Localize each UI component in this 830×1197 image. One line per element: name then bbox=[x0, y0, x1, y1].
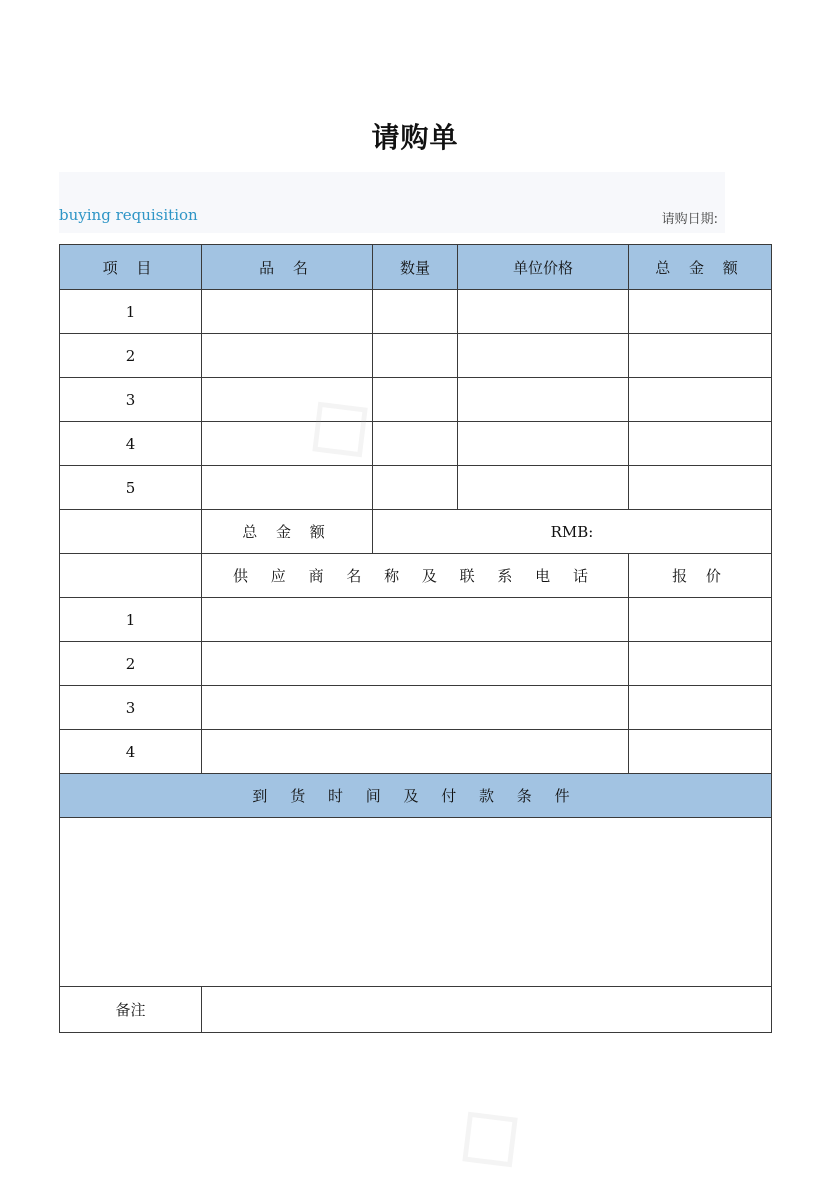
item-unit-price-cell[interactable] bbox=[458, 290, 629, 334]
item-name-cell[interactable] bbox=[202, 422, 373, 466]
total-blank-cell bbox=[60, 510, 202, 554]
requisition-table bbox=[59, 244, 772, 1033]
supplier-number: 4 bbox=[60, 730, 202, 774]
supplier-row bbox=[60, 598, 772, 642]
supplier-info-cell[interactable] bbox=[202, 598, 629, 642]
table-header-row bbox=[60, 245, 772, 290]
item-row bbox=[60, 422, 772, 466]
supplier-quote-cell[interactable] bbox=[629, 642, 772, 686]
item-name-cell[interactable] bbox=[202, 466, 373, 510]
item-unit-price-cell[interactable] bbox=[458, 422, 629, 466]
item-number: 4 bbox=[60, 422, 202, 466]
item-row bbox=[60, 290, 772, 334]
supplier-info-cell[interactable] bbox=[202, 730, 629, 774]
item-name-cell[interactable] bbox=[202, 290, 373, 334]
quote-header: 报 价 bbox=[629, 554, 772, 598]
col-header-name: 品 名 bbox=[202, 245, 373, 290]
item-quantity-cell[interactable] bbox=[373, 334, 458, 378]
item-total-cell[interactable] bbox=[629, 422, 772, 466]
item-number: 5 bbox=[60, 466, 202, 510]
page-title: 请购单 bbox=[371, 121, 459, 154]
col-header-item: 项 目 bbox=[60, 245, 202, 290]
item-quantity-cell[interactable] bbox=[373, 290, 458, 334]
supplier-quote-cell[interactable] bbox=[629, 730, 772, 774]
supplier-quote-cell[interactable] bbox=[629, 686, 772, 730]
item-total-cell[interactable] bbox=[629, 334, 772, 378]
item-total-cell[interactable] bbox=[629, 378, 772, 422]
item-total-cell[interactable] bbox=[629, 466, 772, 510]
remarks-label: 备注 bbox=[60, 987, 202, 1033]
supplier-header: 供 应 商 名 称 及 联 系 电 话 bbox=[202, 554, 629, 598]
remarks-row bbox=[60, 987, 772, 1033]
supplier-row bbox=[60, 686, 772, 730]
watermark-mark: ◇ bbox=[274, 359, 397, 488]
supplier-quote-cell[interactable] bbox=[629, 598, 772, 642]
supplier-number: 2 bbox=[60, 642, 202, 686]
date-label: 请购日期: bbox=[661, 212, 718, 227]
supplier-row bbox=[60, 642, 772, 686]
total-row bbox=[60, 510, 772, 554]
item-quantity-cell[interactable] bbox=[373, 466, 458, 510]
item-unit-price-cell[interactable] bbox=[458, 378, 629, 422]
item-number: 1 bbox=[60, 290, 202, 334]
col-header-total: 总 金 额 bbox=[629, 245, 772, 290]
item-number: 3 bbox=[60, 378, 202, 422]
item-unit-price-cell[interactable] bbox=[458, 466, 629, 510]
col-header-quantity: 数量 bbox=[373, 245, 458, 290]
supplier-number: 3 bbox=[60, 686, 202, 730]
item-row bbox=[60, 334, 772, 378]
item-number: 2 bbox=[60, 334, 202, 378]
total-amount-field[interactable]: RMB: bbox=[373, 510, 772, 554]
supplier-blank-cell bbox=[60, 554, 202, 598]
subtitle: buying requisition bbox=[59, 206, 198, 224]
col-header-unit-price: 单位价格 bbox=[458, 245, 629, 290]
supplier-info-cell[interactable] bbox=[202, 686, 629, 730]
item-row bbox=[60, 466, 772, 510]
terms-content-row bbox=[60, 818, 772, 987]
total-label: 总 金 额 bbox=[202, 510, 373, 554]
item-row bbox=[60, 378, 772, 422]
item-name-cell[interactable] bbox=[202, 378, 373, 422]
item-unit-price-cell[interactable] bbox=[458, 334, 629, 378]
supplier-number: 1 bbox=[60, 598, 202, 642]
supplier-row bbox=[60, 730, 772, 774]
supplier-info-cell[interactable] bbox=[202, 642, 629, 686]
item-quantity-cell[interactable] bbox=[373, 422, 458, 466]
item-name-cell[interactable] bbox=[202, 334, 373, 378]
terms-header-row bbox=[60, 774, 772, 818]
watermark-mark: ◇ bbox=[424, 1069, 547, 1197]
terms-content-area[interactable] bbox=[60, 818, 772, 987]
terms-header: 到 货 时 间 及 付 款 条 件 bbox=[60, 774, 772, 818]
supplier-header-row bbox=[60, 554, 772, 598]
item-total-cell[interactable] bbox=[629, 290, 772, 334]
item-quantity-cell[interactable] bbox=[373, 378, 458, 422]
remarks-field[interactable] bbox=[202, 987, 772, 1033]
